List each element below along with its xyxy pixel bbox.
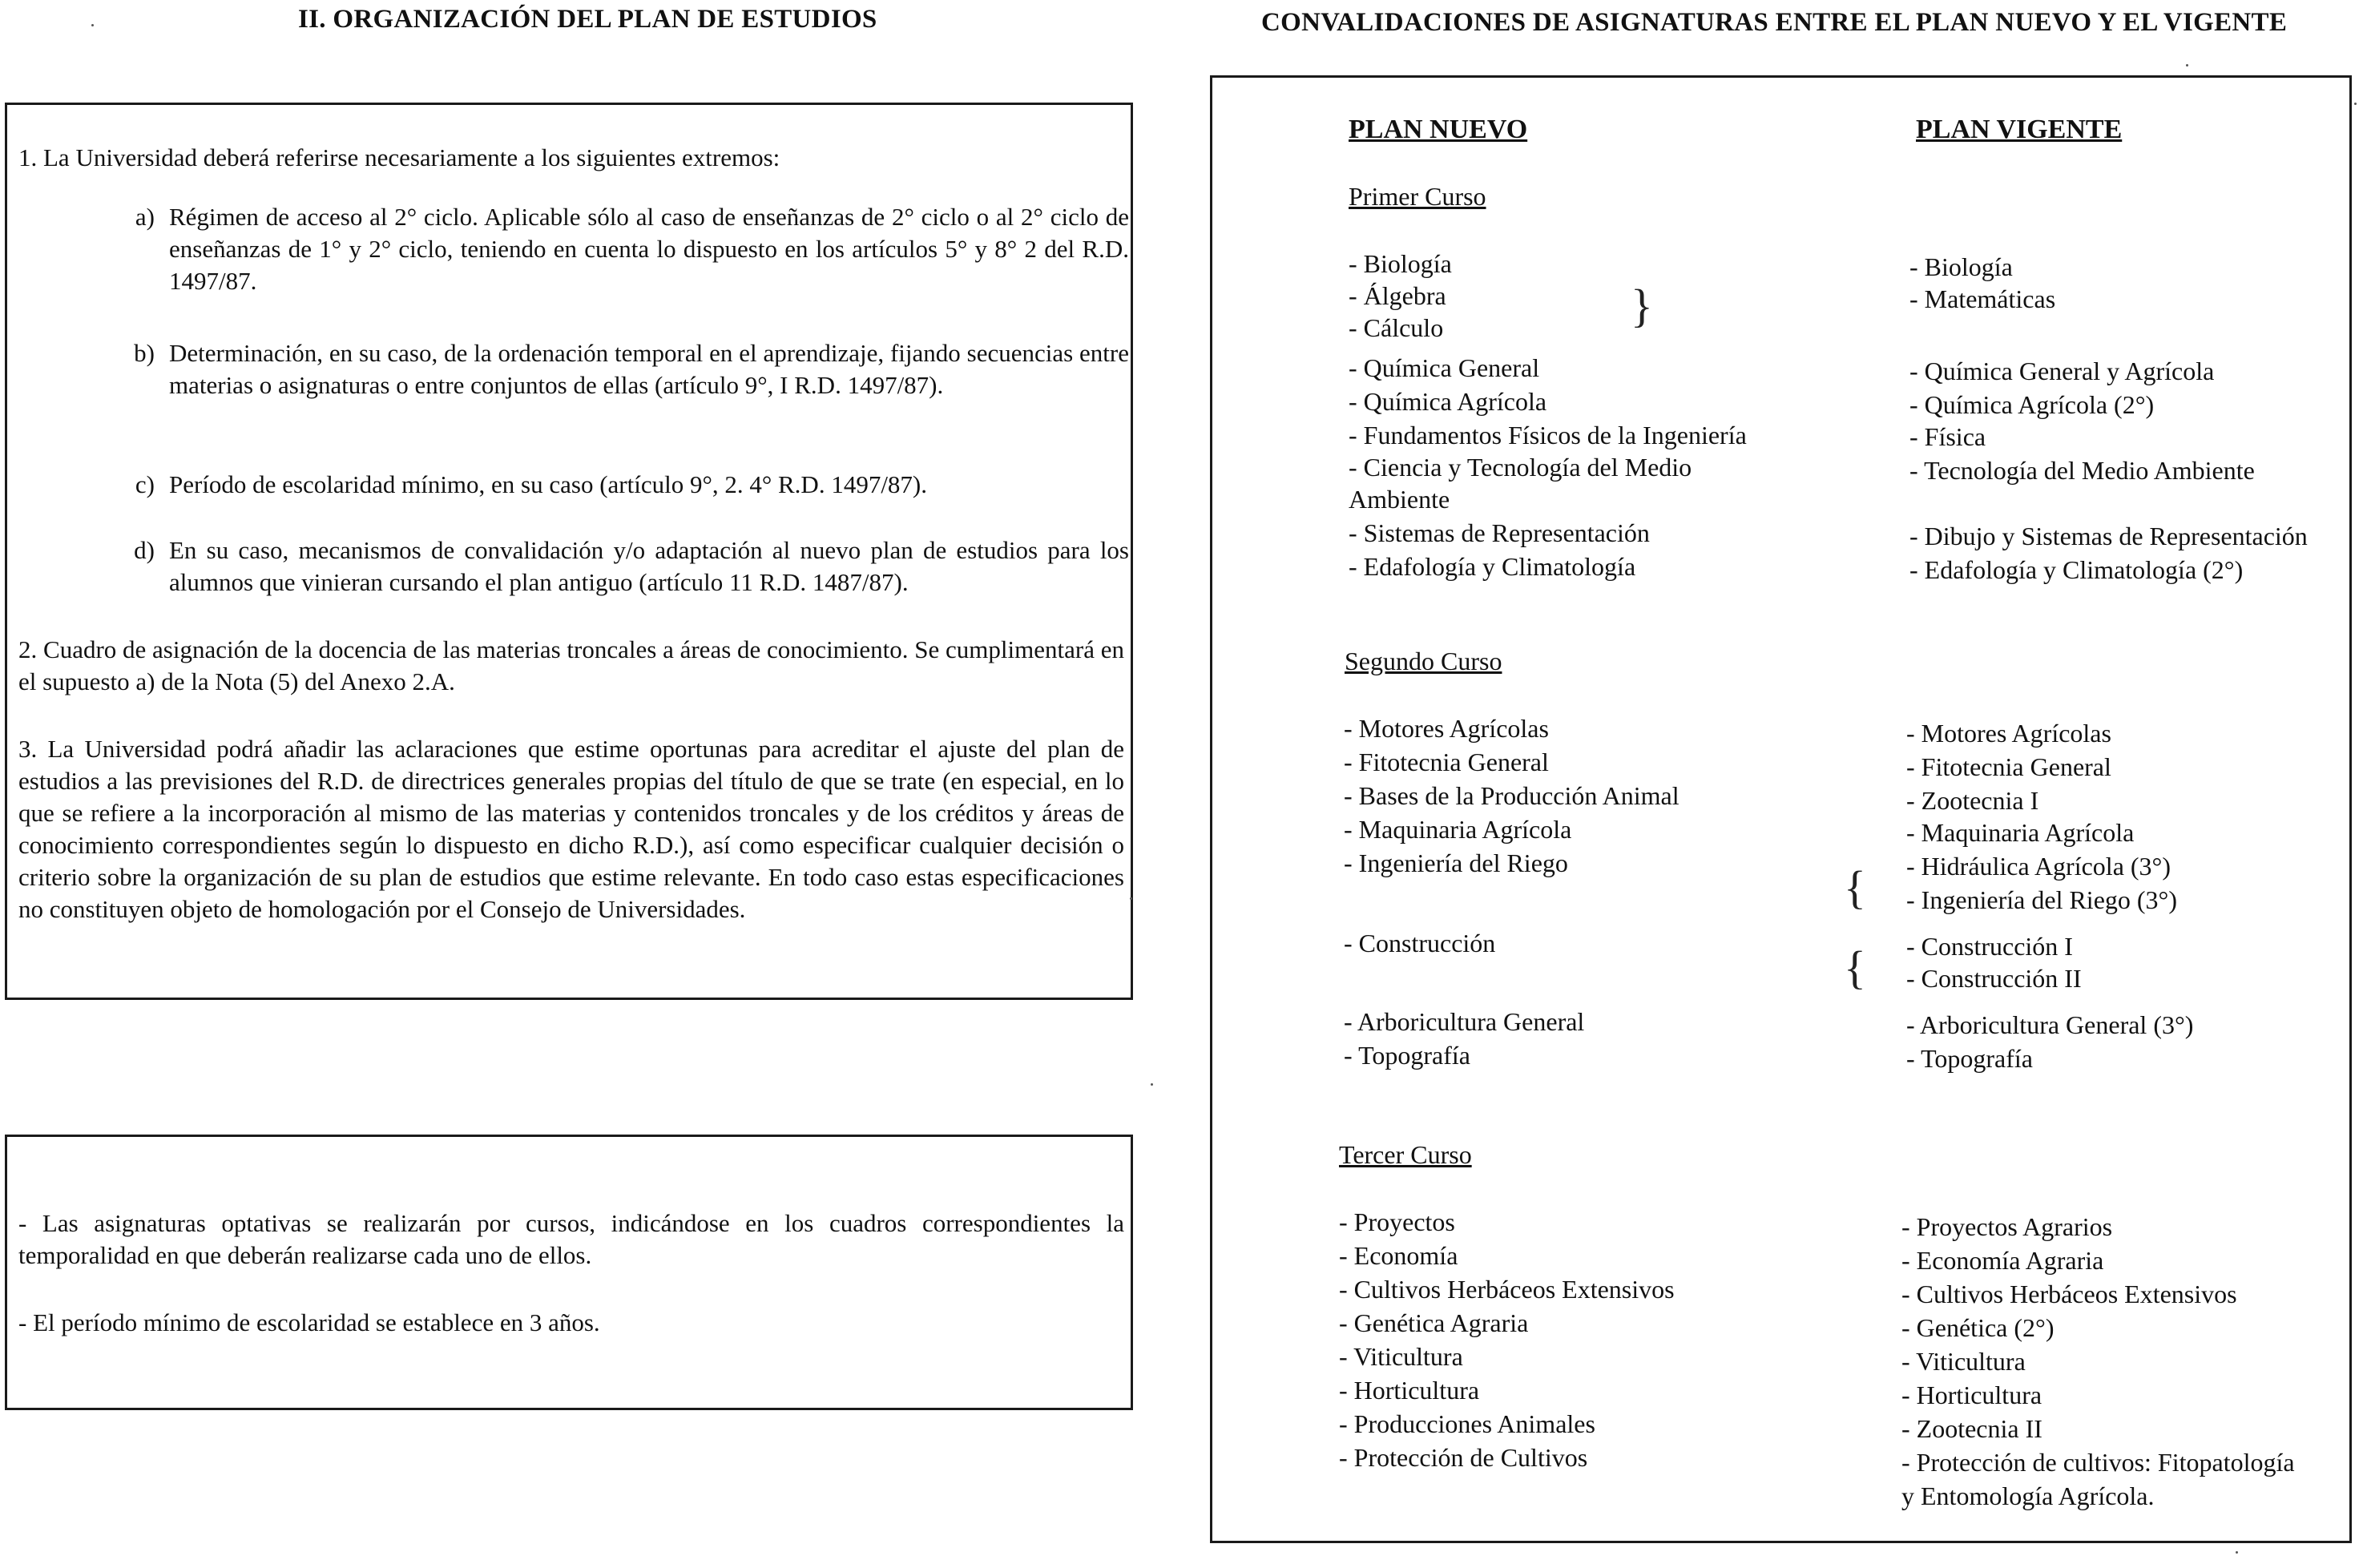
old-subject: - Horticultura: [1901, 1381, 2042, 1409]
requirement-item-a: [111, 201, 1129, 297]
new-subject: - Sistemas de Representación: [1349, 518, 1650, 547]
new-subject: - Genética Agraria: [1339, 1308, 1529, 1337]
old-subject: - Viticultura: [1901, 1347, 2026, 1376]
old-subject: - Física: [1909, 422, 1986, 451]
new-subject: - Arboricultura General: [1344, 1007, 1585, 1036]
item-label: a): [135, 203, 155, 231]
scan-speck: [2236, 1551, 2238, 1554]
new-subject: - Maquinaria Agrícola: [1344, 815, 1572, 844]
item-text: Período de escolaridad mínimo, en su caso (artículo 9°, 2. 4° R.D. 1497/87).: [169, 470, 927, 498]
note-optional-subjects: - Las asignaturas optativas se realizarán por cursos, indicándose en los cuadros correspondientes la temporalidad en que deberán realizarse cada uno de ellos.: [18, 1209, 1124, 1269]
requirement-item-c: [111, 469, 1129, 501]
section-primer-curso: Primer Curso: [1349, 182, 1486, 211]
old-subject: - Tecnología del Medio Ambiente: [1909, 456, 2255, 485]
new-subject: - Cálculo: [1349, 313, 1444, 342]
scan-speck: [1130, 897, 1132, 900]
item-label: b): [134, 339, 155, 367]
requirement-item-d: [111, 534, 1129, 599]
new-subject: - Edafología y Climatología: [1349, 552, 1636, 581]
old-subject: - Arboricultura General (3°): [1906, 1010, 2194, 1039]
old-subject: - Zootecnia I: [1906, 786, 2039, 815]
item-label: d): [134, 536, 155, 564]
section-segundo-curso: Segundo Curso: [1345, 647, 1502, 675]
brace-grouping: {: [1844, 861, 1866, 913]
new-subject: - Horticultura: [1339, 1376, 1480, 1405]
left-page-heading: II. ORGANIZACIÓN DEL PLAN DE ESTUDIOS: [298, 5, 877, 34]
new-subject: - Fundamentos Físicos de la Ingeniería: [1349, 421, 1747, 449]
new-subject: - Producciones Animales: [1339, 1409, 1595, 1438]
scan-speck: [2354, 103, 2357, 105]
requirement-item-b: [111, 337, 1129, 401]
new-subject: - Ingeniería del Riego: [1344, 848, 1568, 877]
item-text: Régimen de acceso al 2° ciclo. Aplicable sólo al caso de enseñanzas de 2° ciclo o al 2° ciclo de enseñanzas de 1° y 2° ciclo, teniendo en cuenta lo dispuesto en los artículos 5° y 8° 2 del R.D. 1497/87.: [169, 203, 1129, 295]
old-subject: - Motores Agrícolas: [1906, 719, 2111, 748]
new-subject: - Fitotecnia General: [1344, 748, 1549, 776]
old-subject: - Fitotecnia General: [1906, 752, 2111, 781]
requirement-paragraph-3: 3. La Universidad podrá añadir las aclaraciones que estime oportunas para acreditar el ajuste del plan de estudios a las previsiones del R.D. de directrices generales propias del título de que se trate (en especial, en lo que se refiere a la incorporación al mismo de las materias y contenidos troncales y de los créditos y áreas de conocimiento correspondientes según lo dispuesto en dicho R.D.), así como especificar cualquier decisión o criterio sobre la organización de su plan de estudios que estime relevante. En todo caso estas especificaciones no constituyen objeto de homologación por el Consejo de Universidades.: [18, 735, 1124, 923]
old-subject: - Zootecnia II: [1901, 1414, 2042, 1443]
equivalence-box: [1210, 75, 2352, 1543]
old-subject: - Economía Agraria: [1901, 1246, 2104, 1275]
new-subject: - Protección de Cultivos: [1339, 1443, 1588, 1472]
new-subject: - Construcción: [1344, 929, 1496, 957]
item-text: Determinación, en su caso, de la ordenación temporal en el aprendizaje, fijando secuencias entre materias o asignaturas o entre conjuntos de ellas (artículo 9°, I R.D. 1497/87).: [169, 339, 1129, 399]
scan-speck: [1151, 1083, 1153, 1086]
old-subject: - Dibujo y Sistemas de Representación: [1909, 522, 2308, 550]
brace-grouping: {: [1844, 941, 1866, 994]
new-subject: - Química Agrícola: [1349, 387, 1547, 416]
old-subject: - Construcción II: [1906, 964, 2082, 993]
scan-speck: [91, 24, 94, 26]
new-subject: - Economía: [1339, 1241, 1458, 1270]
plan-nuevo-header: PLAN NUEVO: [1349, 115, 1528, 144]
old-subject: - Biología: [1909, 252, 2013, 281]
old-subject: - Química General y Agrícola: [1909, 357, 2215, 385]
new-subject: - Bases de la Producción Animal: [1344, 781, 1680, 810]
new-subject: - Topografía: [1344, 1041, 1470, 1070]
requirement-paragraph-2: 2. Cuadro de asignación de la docencia de las materias troncales a áreas de conocimiento. Se cumplimentará en el supuesto a) de la Nota (5) del Anexo 2.A.: [18, 635, 1124, 695]
old-subject: - Hidráulica Agrícola (3°): [1906, 852, 2171, 881]
new-subject: Ambiente: [1349, 485, 1450, 514]
plan-vigente-header: PLAN VIGENTE: [1916, 115, 2123, 144]
old-subject: - Matemáticas: [1909, 284, 2056, 313]
new-subject: - Ciencia y Tecnología del Medio: [1349, 453, 1692, 482]
brace-grouping: }: [1631, 280, 1653, 332]
item-label: c): [135, 470, 155, 498]
item-text: En su caso, mecanismos de convalidación y/o adaptación al nuevo plan de estudios para los alumnos que vinieran cursando el plan antiguo (artículo 11 R.D. 1487/87).: [169, 536, 1129, 596]
old-subject: - Protección de cultivos: Fitopatología: [1901, 1448, 2295, 1477]
old-subject: - Proyectos Agrarios: [1901, 1212, 2113, 1241]
old-subject: - Edafología y Climatología (2°): [1909, 555, 2244, 584]
old-subject: y Entomología Agrícola.: [1901, 1481, 2155, 1510]
old-subject: - Ingeniería del Riego (3°): [1906, 885, 2177, 914]
requirements-box: [5, 103, 1133, 1000]
right-page-heading: CONVALIDACIONES DE ASIGNATURAS ENTRE EL PLAN NUEVO Y EL VIGENTE: [1261, 8, 2288, 37]
new-subject: - Motores Agrícolas: [1344, 714, 1549, 743]
requirement-paragraph-1: 1. La Universidad deberá referirse necesariamente a los siguientes extremos:: [18, 143, 780, 171]
old-subject: - Construcción I: [1906, 932, 2073, 961]
note-minimum-period: - El período mínimo de escolaridad se establece en 3 años.: [18, 1308, 600, 1336]
old-subject: - Cultivos Herbáceos Extensivos: [1901, 1280, 2237, 1308]
old-subject: - Química Agrícola (2°): [1909, 390, 2155, 419]
old-subject: - Maquinaria Agrícola: [1906, 818, 2135, 847]
notes-box: [5, 1135, 1133, 1410]
new-subject: - Cultivos Herbáceos Extensivos: [1339, 1275, 1675, 1304]
scan-speck: [2186, 64, 2188, 67]
section-tercer-curso: Tercer Curso: [1339, 1140, 1472, 1169]
old-subject: - Topografía: [1906, 1044, 2033, 1073]
new-subject: - Biología: [1349, 249, 1452, 278]
new-subject: - Álgebra: [1349, 281, 1446, 310]
old-subject: - Genética (2°): [1901, 1313, 2055, 1342]
new-subject: - Proyectos: [1339, 1207, 1455, 1236]
new-subject: - Viticultura: [1339, 1342, 1463, 1371]
new-subject: - Química General: [1349, 353, 1540, 382]
